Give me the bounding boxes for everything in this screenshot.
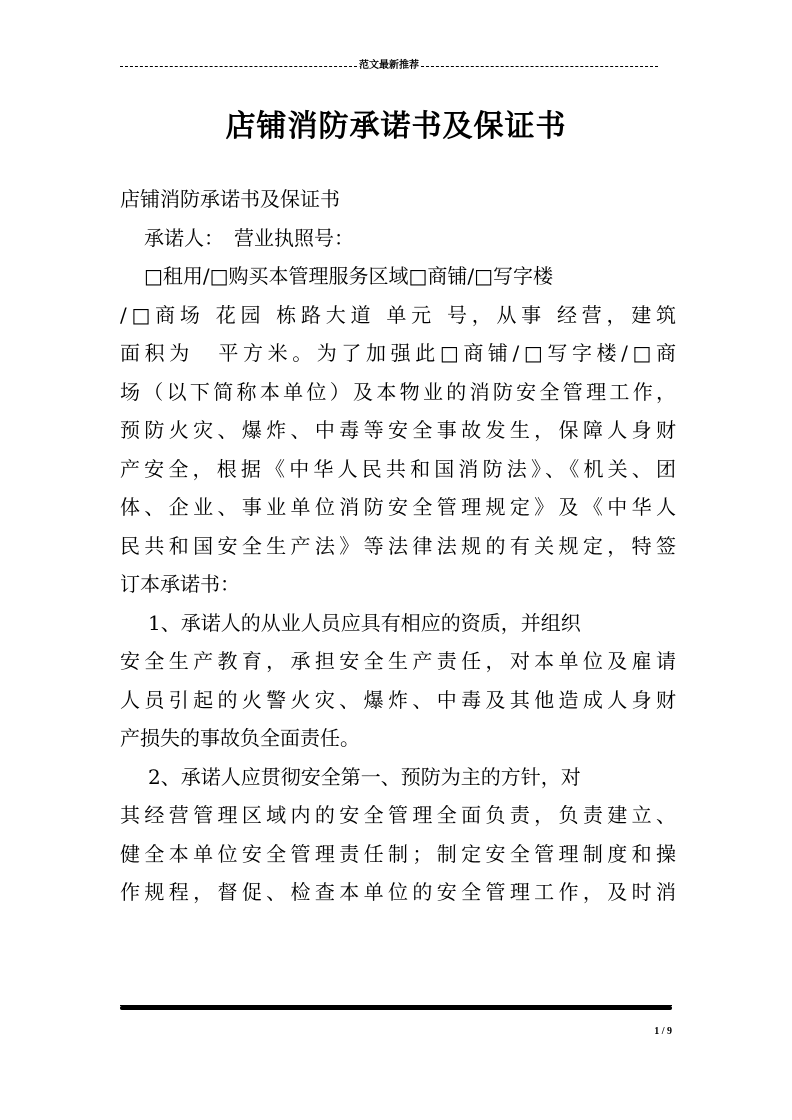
body-line: 2、承诺人应贯彻安全第一、预防为主的方针，对 [148,764,581,789]
body-line: 承诺人： 营业执照号： [144,225,354,250]
document-body [120,180,676,912]
body-line: □租用/□购买本管理服务区域□商铺/□写字楼 [144,264,554,288]
body-line: 预防火灾、爆炸、中毒等安全事故发生，保障人身财 [120,418,676,442]
body-line: 健全本单位安全管理责任制；制定安全管理制度和操 [120,841,676,866]
header-label: 范文最新推荐 [359,60,419,71]
document-title: 店铺消防承诺书及保证书 [225,109,567,144]
body-line: 安全生产教育，承担安全生产责任，对本单位及雇请 [120,649,676,673]
body-line: 面积为 平方米。为了加强此□商铺/□写字楼/□商 [120,341,676,365]
body-line: 体、企业、事业单位消防安全管理规定》及《中华人 [120,495,676,519]
body-line: 人员引起的火警火灾、爆炸、中毒及其他造成人身财 [120,687,676,712]
body-line: 民共和国安全生产法》等法律法规的有关规定，特签 [120,533,676,558]
body-line: 其经营管理区域内的安全管理全面负责，负责建立、 [120,803,676,827]
header-dash-left [120,66,357,67]
body-line: 店铺消防承诺书及保证书 [120,187,340,211]
page-number: 1 / 9 [654,1026,672,1037]
body-line: 订本承诺书： [120,572,240,596]
body-line: 作规程，督促、检查本单位的安全管理工作，及时消 [120,880,676,904]
body-line: 产安全，根据《中华人民共和国消防法》、《机关、团 [120,456,676,481]
body-line: /□商场 花园 栋路大道 单元 号，从事 经营，建筑 [120,302,676,327]
header-rule [120,59,658,73]
body-line: 1、承诺人的从业人员应具有相应的资质，并组织 [148,610,581,635]
body-line: 产损失的事故负全面责任。 [120,726,360,750]
body-line: 场（以下简称本单位）及本物业的消防安全管理工作， [120,379,676,404]
header-dash-right [421,66,658,67]
footer-rule [120,1006,672,1010]
